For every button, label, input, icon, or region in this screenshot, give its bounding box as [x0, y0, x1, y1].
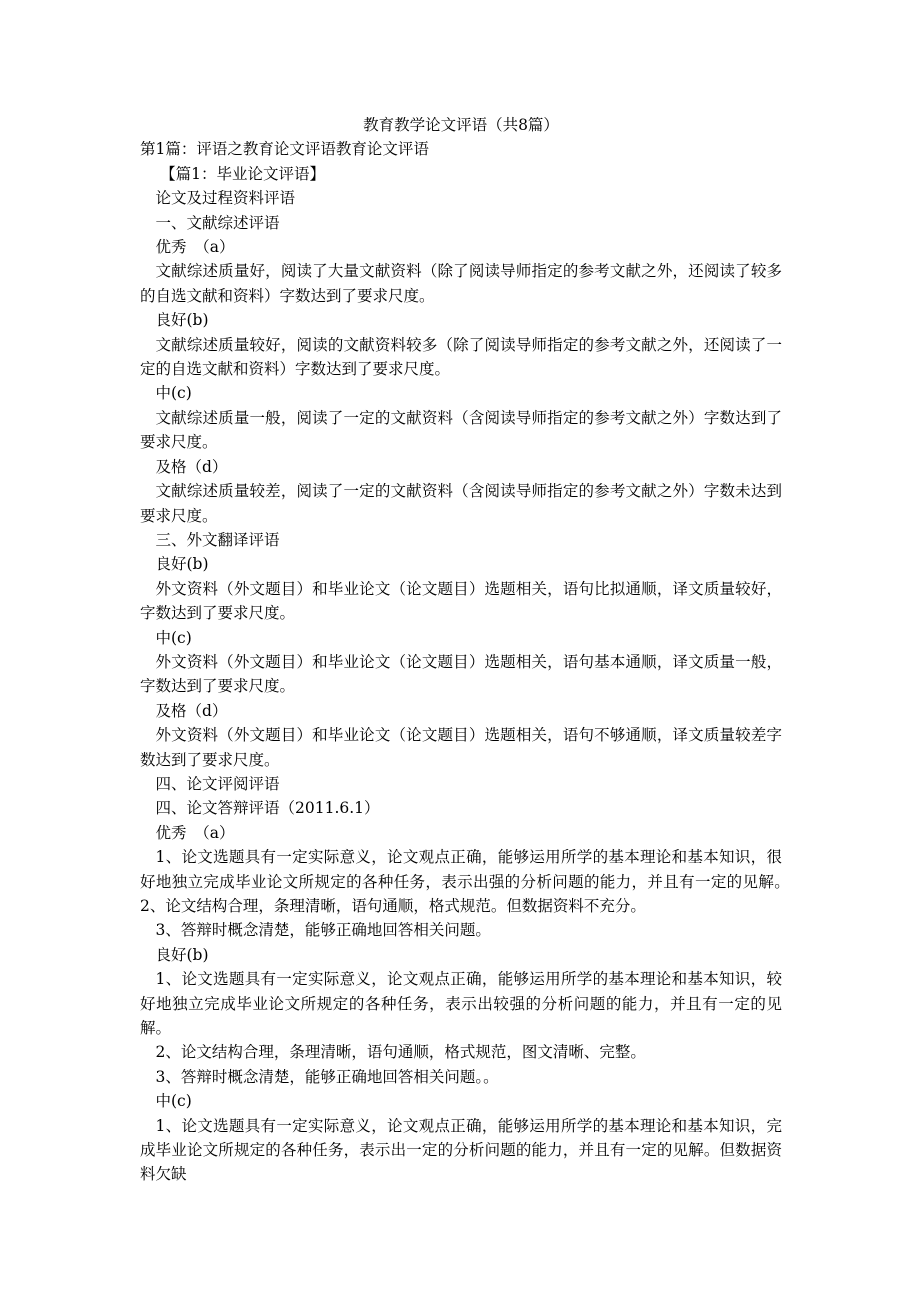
section-heading: 【篇1：毕业论文评语】: [160, 164, 326, 183]
paragraph: 文献综述质量较好，阅读的文献资料较多（除了阅读导师指定的参考文献之外，还阅读了一定的自选文献和资料）字数达到了要求尺度。: [140, 335, 782, 379]
paragraph: 3、答辩时概念清楚，能够正确地回答相关问题。。: [155, 1067, 499, 1086]
paragraph: 文献综述质量较差，阅读了一定的文献资料（含阅读导师指定的参考文献之外）字数未达到要求尺度。: [140, 482, 782, 525]
grade-label: 中(c): [155, 628, 192, 647]
paragraph: 外文资料（外文题目）和毕业论文（论文题目）选题相关，语句不够通顺，译文质量较差字数达到了要求尺度。: [140, 726, 782, 769]
subsection-heading: 三、外文翻译评语: [155, 530, 280, 549]
grade-label: 良好(b): [155, 945, 209, 964]
grade-label: 及格（d）: [155, 457, 228, 476]
paragraph: 1、论文选题具有一定实际意义，论文观点正确，能够运用所学的基本理论和基本知识，很好地独立完成毕业论文所规定的各种任务，表示出强的分析问题的能力，并且有一定的见解。 2、论文结构合理，条理清晰，语句通顺，格式规范。但数据资料不充分。: [140, 848, 798, 915]
chapter-heading: 第1篇：评语之教育论文评语教育论文评语: [140, 140, 429, 159]
grade-label: 及格（d）: [155, 701, 228, 720]
paragraph: 外文资料（外文题目）和毕业论文（论文题目）选题相关，语句比拟通顺，译文质量较好，字数达到了要求尺度。: [140, 579, 782, 623]
subsection-heading: 四、论文答辩评语（2011.6.1）: [155, 799, 380, 818]
grade-label: 优秀 （a）: [155, 238, 235, 257]
paragraph: 1、论文选题具有一定实际意义，论文观点正确，能够运用所学的基本理论和基本知识，完成毕业论文所规定的各种任务，表示出一定的分析问题的能力，并且有一定的见解。但数据资料欠缺: [140, 1116, 782, 1184]
grade-label: 良好(b): [155, 555, 209, 574]
grade-label: 优秀 （a）: [155, 823, 235, 842]
document-page: [140, 113, 798, 1187]
paragraph: 3、答辩时概念清楚，能够正确地回答相关问题。: [155, 921, 491, 940]
paragraph: 文献综述质量一般，阅读了一定的文献资料（含阅读导师指定的参考文献之外）字数达到了要求尺度。: [140, 408, 782, 452]
grade-label: 中(c): [155, 1092, 192, 1111]
subsection-heading: 一、文献综述评语: [155, 213, 280, 232]
document-title: 教育教学论文评语（共8篇）: [363, 116, 559, 134]
paragraph: 2、论文结构合理，条理清晰，语句通顺，格式规范，图文清晰、完整。: [155, 1043, 646, 1062]
subsection-heading: 四、论文评阅评语: [155, 774, 280, 793]
grade-label: 中(c): [155, 384, 192, 403]
paragraph: 1、论文选题具有一定实际意义，论文观点正确，能够运用所学的基本理论和基本知识，较好地独立完成毕业论文所规定的各种任务，表示出较强的分析问题的能力，并且有一定的见解。: [140, 970, 782, 1038]
subsection-heading: 论文及过程资料评语: [155, 189, 296, 208]
grade-label: 良好(b): [155, 311, 209, 330]
paragraph: 文献综述质量好，阅读了大量文献资料（除了阅读导师指定的参考文献之外，还阅读了较多的自选文献和资料）字数达到了要求尺度。: [140, 262, 782, 305]
paragraph: 外文资料（外文题目）和毕业论文（论文题目）选题相关，语句基本通顺，译文质量一般，字数达到了要求尺度。: [140, 652, 782, 696]
